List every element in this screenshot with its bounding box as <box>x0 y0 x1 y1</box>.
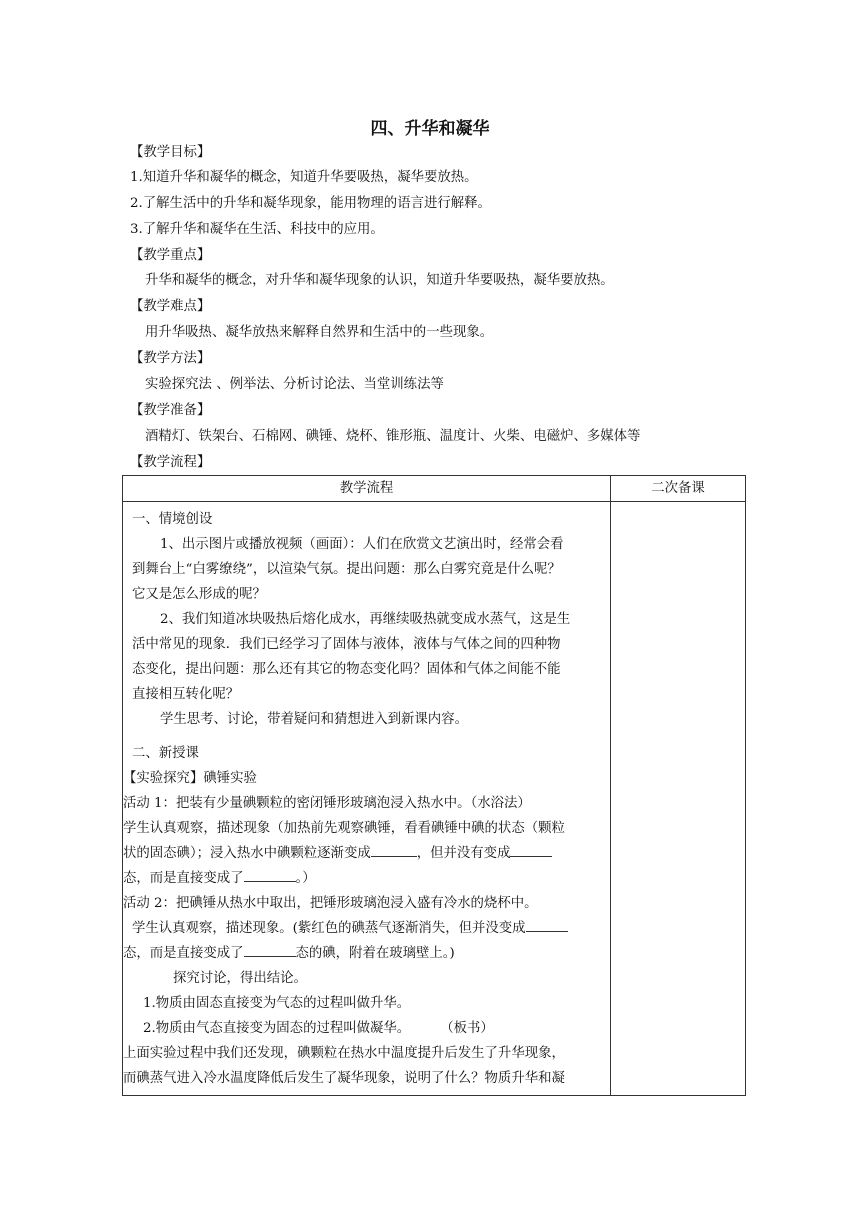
paragraph-line: 探究讨论，得出结论。 <box>173 971 307 986</box>
conclusion-item <box>143 1017 494 1041</box>
text-segment: 2.物质由气态直接变为固态的过程叫做凝华。 <box>143 1021 411 1036</box>
secondary-prep-cell <box>611 502 746 1096</box>
process-table <box>122 475 746 1096</box>
board-note: （板书） <box>440 1021 494 1036</box>
process-content <box>123 502 611 1096</box>
paragraph-line: 态变化，提出问题：那么还有其它的物态变化吗？固体和气体之间能不能 <box>132 662 561 677</box>
text-segment: 态，而是直接变成了 <box>123 871 244 886</box>
blank <box>371 844 417 857</box>
fill-blank-line <box>123 867 316 891</box>
paragraph-line: 活动 2：把碘锤从热水中取出，把锤形玻璃泡浸入盛有冷水的烧杯中。 <box>123 896 538 911</box>
key-points-heading: 【教学重点】 <box>130 248 211 263</box>
experiment-title: 【实验探究】碘锤实验 <box>123 771 257 786</box>
text-segment: 学生认真观察，描述现象。(紫红色的碘蒸气逐渐消失，但并没变成 <box>132 921 526 936</box>
text-segment: 态的碘，附着在玻璃壁上。) <box>295 946 455 961</box>
blank <box>244 944 296 957</box>
blank <box>244 869 296 882</box>
fill-blank-line <box>132 917 568 941</box>
paragraph-line: 活中常见的现象．我们已经学习了固体与液体，液体与气体之间的四种物 <box>132 637 561 652</box>
text-segment: ，但并没有变成 <box>416 846 511 861</box>
blank <box>526 919 568 932</box>
difficulties-heading: 【教学难点】 <box>130 299 211 314</box>
methods-text: 实验探究法 、例举法、分析讨论法、当堂训练法等 <box>145 377 444 392</box>
objective-item: 3.了解升华和凝华在生活、科技中的应用。 <box>130 222 384 237</box>
blank <box>510 844 552 857</box>
difficulties-text: 用升华吸热、凝华放热来解释自然界和生活中的一些现象。 <box>145 325 494 340</box>
paragraph-line: 而碘蒸气进入冷水温度降低后发生了凝华现象，说明了什么？物质升华和凝 <box>123 1071 565 1086</box>
paragraph-line: 学生认真观察，描述现象（加热前先观察碘锤，看看碘锤中碘的状态（颗粒 <box>123 821 565 836</box>
section-heading: 一、情境创设 <box>132 512 213 527</box>
paragraph-line: 到舞台上“白雾缭绕”，以渲染气氛。提出问题：那么白雾究竟是什么呢？ <box>132 562 561 577</box>
fill-blank-line <box>123 842 552 866</box>
col-header-side: 二次备课 <box>611 476 746 502</box>
text-segment: 。） <box>295 871 316 886</box>
materials-text: 酒精灯、铁架台、石棉网、碘锤、烧杯、锥形瓶、温度计、火柴、电磁炉、多媒体等 <box>145 429 641 444</box>
col-header-main: 教学流程 <box>123 476 611 502</box>
paragraph-line: 直接相互转化呢？ <box>132 687 240 702</box>
paragraph-line: 它又是怎么形成的呢？ <box>132 587 266 602</box>
objective-item: 2.了解生活中的升华和凝华现象，能用物理的语言进行解释。 <box>130 196 491 211</box>
paragraph-line: 学生思考、讨论，带着疑问和猜想进入到新课内容。 <box>160 712 468 727</box>
process-heading: 【教学流程】 <box>130 455 211 470</box>
objective-item: 1.知道升华和凝华的概念，知道升华要吸热，凝华要放热。 <box>130 170 478 185</box>
materials-heading: 【教学准备】 <box>130 403 211 418</box>
objectives-heading: 【教学目标】 <box>130 145 211 160</box>
methods-heading: 【教学方法】 <box>130 351 211 366</box>
paragraph-line: 2、我们知道冰块吸热后熔化成水，再继续吸热就变成水蒸气，这是生 <box>160 612 571 627</box>
paragraph-line: 上面实验过程中我们还发现，碘颗粒在热水中温度提升后发生了升华现象， <box>123 1046 565 1061</box>
page-title: 四、升华和凝华 <box>370 119 490 139</box>
key-points-text: 升华和凝华的概念，对升华和凝华现象的认识，知道升华要吸热，凝华要放热。 <box>145 273 614 288</box>
paragraph-line: 1、出示图片或播放视频（画面）：人们在欣赏文艺演出时，经常会看 <box>160 537 564 552</box>
text-segment: 状的固态碘）；浸入热水中碘颗粒逐渐变成 <box>123 846 371 861</box>
conclusion-item: 1.物质由固态直接变为气态的过程叫做升华。 <box>143 996 411 1011</box>
text-segment: 态，而是直接变成了 <box>123 946 244 961</box>
section-heading: 二、新授课 <box>132 746 199 761</box>
fill-blank-line <box>123 942 455 966</box>
paragraph-line: 活动 1：把装有少量碘颗粒的密闭锤形玻璃泡浸入热水中。（水浴法） <box>123 796 531 811</box>
